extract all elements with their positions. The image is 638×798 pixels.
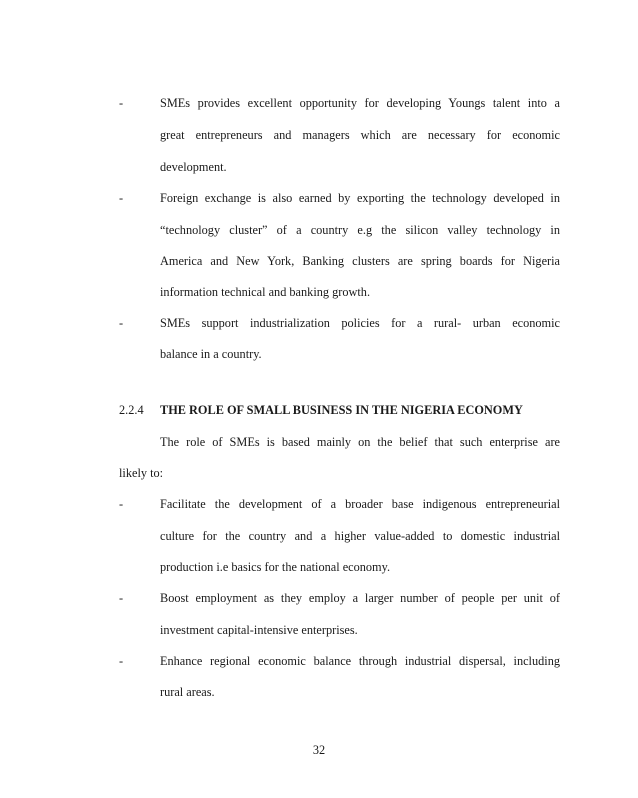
bullet-marker: -: [119, 96, 124, 110]
section-title: THE ROLE OF SMALL BUSINESS IN THE NIGERIA ECONOMY: [160, 403, 523, 417]
bullet-text-line: rural areas.: [160, 685, 215, 699]
bullet-text-line: balance in a country.: [160, 347, 262, 361]
bullet-text-line: America and New York, Banking clusters are spring boards for Nigeria: [160, 254, 560, 268]
page-number: 32: [312, 743, 326, 757]
bullet-marker: -: [119, 316, 124, 330]
bullet-text-line: Enhance regional economic balance through industrial dispersal, including: [160, 654, 560, 668]
bullet-text-line: great entrepreneurs and managers which are necessary for economic: [160, 128, 560, 142]
bullet-text-line: Facilitate the development of a broader base indigenous entrepreneurial: [160, 497, 560, 511]
bullet-text-line: culture for the country and a higher value-added to domestic industrial: [160, 529, 560, 543]
bullet-marker: -: [119, 191, 124, 205]
bullet-text-line: Boost employment as they employ a larger number of people per unit of: [160, 591, 560, 605]
bullet-marker: -: [119, 591, 124, 605]
bullet-text-line: “technology cluster” of a country e.g the silicon valley technology in: [160, 223, 560, 237]
bullet-text-line: information technical and banking growth.: [160, 285, 371, 299]
bullet-text-line: Foreign exchange is also earned by exporting the technology developed in: [160, 191, 560, 205]
bullet-text-line: investment capital-intensive enterprises.: [160, 623, 358, 637]
paragraph-line: The role of SMEs is based mainly on the belief that such enterprise are: [160, 435, 560, 449]
bullet-text-line: production i.e basics for the national economy.: [160, 560, 391, 574]
bullet-text-line: development.: [160, 160, 227, 174]
section-number: 2.2.4: [119, 403, 144, 417]
bullet-marker: -: [119, 654, 124, 668]
bullet-marker: -: [119, 497, 124, 511]
bullet-text-line: SMEs support industrialization policies for a rural- urban economic: [160, 316, 560, 330]
paragraph-line: likely to:: [119, 466, 164, 480]
bullet-text-line: SMEs provides excellent opportunity for developing Youngs talent into a: [160, 96, 560, 110]
